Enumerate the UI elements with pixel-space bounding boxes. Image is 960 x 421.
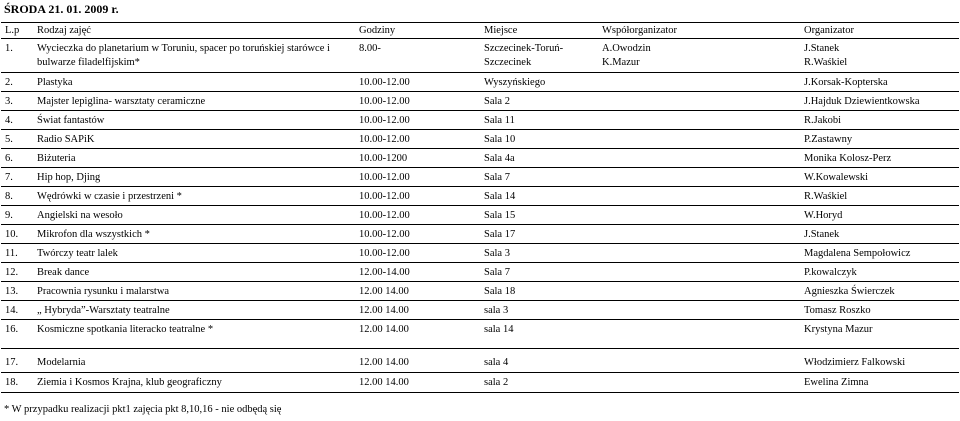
row-hours: 10.00-12.00 — [359, 115, 410, 126]
row-organizer: J.Hajduk Dziewientkowska — [804, 96, 920, 107]
table-row — [1, 130, 959, 149]
row-activity: Plastyka — [37, 77, 73, 88]
table-row — [1, 92, 959, 111]
row-organizer: R.Jakobi — [804, 115, 842, 126]
row-activity: Angielski na wesoło — [37, 210, 123, 221]
row-activity: Radio SAPiK — [37, 134, 95, 145]
table-row — [1, 187, 959, 206]
header-organizer: Organizator — [804, 25, 854, 36]
row-activity: Twórczy teatr lalek — [37, 248, 118, 259]
row-activity — [37, 42, 347, 70]
row-coorganizer — [602, 42, 782, 70]
row-lp: 14. — [5, 305, 19, 316]
page-title: ŚRODA 21. 01. 2009 r. — [4, 2, 119, 16]
row-hours: 10.00-12.00 — [359, 172, 410, 183]
row-place — [484, 42, 599, 70]
table-row — [1, 244, 959, 263]
row-hours: 12.00 14.00 — [359, 324, 409, 335]
row-activity: Majster lepiglina- warsztaty ceramiczne — [37, 96, 206, 107]
row-organizer-line1: J.Stanek — [804, 43, 840, 54]
row-organizer: Monika Kolosz-Perz — [804, 153, 892, 164]
row-place-line1: Szczecinek-Toruń- — [484, 43, 564, 54]
table-row — [1, 225, 959, 244]
row-activity: Mikrofon dla wszystkich * — [37, 229, 150, 240]
row-lp: 7. — [5, 172, 13, 183]
row-place: sala 2 — [484, 377, 509, 388]
row-place: Sala 15 — [484, 210, 516, 221]
row-lp: 8. — [5, 191, 13, 202]
row-place: Sala 10 — [484, 134, 516, 145]
row-activity-line2: bulwarze filadelfijskim* — [37, 57, 140, 68]
row-place: Sala 2 — [484, 96, 510, 107]
row-hours: 10.00-12.00 — [359, 134, 410, 145]
row-organizer: Ewelina Zimna — [804, 377, 869, 388]
header-coorganizer: Współorganizator — [602, 25, 678, 36]
row-lp: 2. — [5, 77, 13, 88]
row-activity: Pracownia rysunku i malarstwa — [37, 286, 170, 297]
row-activity: Wędrówki w czasie i przestrzeni * — [37, 191, 182, 202]
row-place: sala 4 — [484, 357, 509, 368]
table-row — [1, 301, 959, 320]
row-activity: Modelarnia — [37, 357, 86, 368]
row-hours: 12.00 14.00 — [359, 286, 409, 297]
row-lp: 18. — [5, 377, 19, 388]
header-lp: L.p — [5, 25, 20, 36]
row-organizer: Krystyna Mazur — [804, 324, 873, 335]
footnote: * W przypadku realizacji pkt1 zajęcia pkt 8,10,16 - nie odbędą się — [4, 404, 282, 415]
row-organizer: W.Kowalewski — [804, 172, 869, 183]
table-row — [1, 373, 959, 393]
row-place: Sala 14 — [484, 191, 516, 202]
row-hours: 8.00- — [359, 43, 381, 54]
row-lp: 11. — [5, 248, 18, 259]
row-place: Wyszyńskiego — [484, 77, 546, 88]
row-place: sala 14 — [484, 324, 514, 335]
row-hours: 10.00-12.00 — [359, 77, 410, 88]
header-place: Miejsce — [484, 25, 518, 36]
row-place-line2: Szczecinek — [484, 57, 532, 68]
row-hours: 10.00-12.00 — [359, 229, 410, 240]
row-hours: 10.00-12.00 — [359, 248, 410, 259]
row-place: sala 3 — [484, 305, 509, 316]
row-lp: 5. — [5, 134, 13, 145]
table-row — [1, 282, 959, 301]
row-organizer: Magdalena Sempołowicz — [804, 248, 911, 259]
table-header-row — [1, 22, 959, 39]
row-hours: 10.00-1200 — [359, 153, 408, 164]
row-activity: Świat fantastów — [37, 115, 105, 126]
row-place: Sala 11 — [484, 115, 515, 126]
row-place: Sala 18 — [484, 286, 516, 297]
row-lp: 6. — [5, 153, 13, 164]
row-lp: 3. — [5, 96, 13, 107]
row-lp: 10. — [5, 229, 19, 240]
schedule-table — [1, 22, 959, 393]
row-activity: „ Hybryda”-Warsztaty teatralne — [37, 305, 170, 316]
row-lp: 16. — [5, 324, 19, 335]
table-row — [1, 320, 959, 349]
row-place: Sala 7 — [484, 172, 510, 183]
row-hours: 12.00 14.00 — [359, 305, 409, 316]
row-organizer: P.Zastawny — [804, 134, 853, 145]
header-hours: Godziny — [359, 25, 396, 36]
row-organizer: P.kowalczyk — [804, 267, 857, 278]
table-row — [1, 263, 959, 282]
row-activity: Biżuteria — [37, 153, 76, 164]
table-row — [1, 206, 959, 225]
header-activity: Rodzaj zajęć — [37, 25, 91, 36]
row-hours: 12.00 14.00 — [359, 357, 409, 368]
row-activity-line1: Wycieczka do planetarium w Toruniu, spacer po toruńskiej starówce i — [37, 43, 330, 54]
row-coorganizer-line2: K.Mazur — [602, 57, 640, 68]
row-hours: 10.00-12.00 — [359, 96, 410, 107]
table-row — [1, 168, 959, 187]
row-organizer-line2: R.Waśkiel — [804, 57, 848, 68]
row-lp: 4. — [5, 115, 13, 126]
table-row — [1, 73, 959, 92]
row-hours: 10.00-12.00 — [359, 191, 410, 202]
row-coorganizer-line1: A.Owodzin — [602, 43, 651, 54]
row-activity: Break dance — [37, 267, 90, 278]
row-organizer: W.Horyd — [804, 210, 843, 221]
table-row — [1, 111, 959, 130]
row-organizer: J.Stanek — [804, 229, 840, 240]
row-place: Sala 17 — [484, 229, 516, 240]
row-activity: Ziemia i Kosmos Krajna, klub geograficzny — [37, 377, 222, 388]
row-organizer: R.Waśkiel — [804, 191, 848, 202]
row-activity: Kosmiczne spotkania literacko teatralne * — [37, 324, 214, 335]
row-organizer: Agnieszka Świerczek — [804, 286, 895, 297]
table-row — [1, 349, 959, 373]
row-organizer — [804, 42, 954, 70]
row-place: Sala 7 — [484, 267, 510, 278]
row-lp: 17. — [5, 357, 19, 368]
row-hours: 12.00 14.00 — [359, 377, 409, 388]
row-organizer: Włodzimierz Falkowski — [804, 357, 906, 368]
row-hours: 12.00-14.00 — [359, 267, 410, 278]
row-organizer: Tomasz Roszko — [804, 305, 871, 316]
table-row — [1, 149, 959, 168]
table-row — [1, 39, 959, 73]
row-lp: 13. — [5, 286, 19, 297]
row-lp: 1. — [5, 43, 13, 54]
row-activity: Hip hop, Djing — [37, 172, 101, 183]
row-place: Sala 3 — [484, 248, 510, 259]
row-place: Sala 4a — [484, 153, 515, 164]
row-organizer: J.Korsak-Kopterska — [804, 77, 888, 88]
row-lp: 9. — [5, 210, 13, 221]
row-hours: 10.00-12.00 — [359, 210, 410, 221]
row-lp: 12. — [5, 267, 19, 278]
